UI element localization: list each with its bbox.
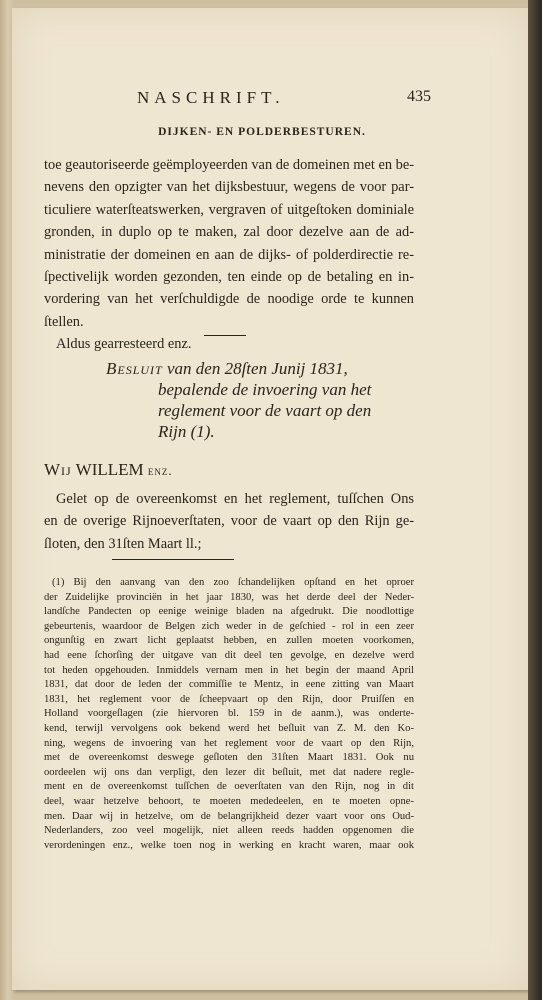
text-line: vordering van het verſchuldigde de noodige orde te kunnen bbox=[44, 291, 414, 308]
top-paragraph bbox=[44, 154, 414, 356]
footnote-line: men. Daar wij in hetzelve, om de belangrijkheid dezer vaart voor ons Oud- bbox=[44, 810, 414, 822]
text-line: ministratie der domeinen en aan de dijks- of polderdirectie re- bbox=[44, 246, 414, 263]
gelet-paragraph bbox=[44, 488, 414, 555]
book-page bbox=[12, 8, 528, 990]
footnote-line: 1831, het reglement voor de ſcheepvaart op den Rijn, door Pruiſſen en bbox=[44, 693, 414, 705]
page-number: 435 bbox=[407, 88, 431, 105]
besluit-lead: Besluit bbox=[106, 359, 163, 378]
wij-willem-line bbox=[44, 460, 173, 480]
text-line: en de overige Rijnoeverſtaten, voor de vaart op den Rijn ge- bbox=[44, 513, 414, 530]
besluit-line-1 bbox=[106, 358, 416, 379]
footnote-line: oordeelen wij ons dan verpligt, den lezer dit beſluit, met dat nadere regle- bbox=[44, 766, 414, 778]
besluit-line-3: reglement voor de vaart op den bbox=[158, 401, 372, 420]
footnote-rule bbox=[112, 559, 234, 560]
willem-word: WILLEM bbox=[71, 460, 148, 479]
section-subtitle: DIJKEN- EN POLDERBESTUREN. bbox=[158, 126, 366, 138]
footnote bbox=[44, 576, 414, 853]
text-line: nevens den opzigter van het dijksbestuur, wegens de voor par- bbox=[44, 179, 414, 196]
text-line: Gelet op de overeenkomst en het reglement, tuſſchen Ons bbox=[56, 491, 414, 507]
besluit-heading bbox=[106, 358, 416, 442]
footnote-line: had eene ſchorſing der uitgave van dit deel ten gevolge, en dezelve werd bbox=[44, 649, 414, 661]
wij-word: Wij bbox=[44, 460, 72, 479]
section-divider bbox=[204, 335, 246, 336]
footnote-line: met de overeenkomst deswege geſloten den 31ſten Maart 1831. Ook nu bbox=[44, 752, 414, 764]
text-line: ſpectivelijk worden gezonden, ten einde op de betaling en in- bbox=[44, 269, 414, 286]
footnote-line: verordeningen enz., welke toen nog in werking en kracht waren, maar ook bbox=[44, 839, 414, 851]
footnote-line: landſche Pandecten op eenige weinige bladen na afgedrukt. Die noodlottige bbox=[44, 606, 414, 618]
footnote-line: gebeurtenis, waardoor de Belgen zich weder in de geſchied - rol in een zeer bbox=[44, 620, 414, 632]
closing-line: Aldus gearresteerd enz. bbox=[56, 336, 192, 353]
footnote-line: (1) Bij den aanvang van den zoo ſchandelijken opſtand en het oproer bbox=[52, 577, 414, 588]
besluit-date: van den 28ſten Junij 1831, bbox=[162, 359, 348, 378]
footnote-line: kend, terwijl vervolgens ook bekend werd het beſluit van Z. M. den Ko- bbox=[44, 722, 414, 734]
text-line: ſloten, den 31ſten Maart ll.; bbox=[44, 535, 202, 552]
running-header: NASCHRIFT. bbox=[137, 88, 285, 107]
enz-word: enz. bbox=[147, 463, 173, 478]
footnote-line: Nederlanders, zoo veel mogelijk, niet alleen reeds hadden opgenomen die bbox=[44, 825, 414, 837]
scan-edge-shadow bbox=[528, 0, 542, 1000]
footnote-line: ment en de overeenkomst tuſſchen de oeverſtaten van den Rijn, nog in dit bbox=[44, 781, 414, 793]
footnote-line: 1831, dat door de leden der commiſſie te Mentz, in eene zitting van Maart bbox=[44, 679, 414, 691]
besluit-line-4: Rijn (1). bbox=[158, 422, 215, 441]
text-line: ſtellen. bbox=[44, 313, 84, 330]
footnote-line: tot heden opgehouden. Inmiddels vernam men in het begin der maand April bbox=[44, 664, 414, 676]
text-line: gronden, in duplo op te maken, zal door dezelve aan de ad- bbox=[44, 224, 414, 241]
besluit-line-2: bepalende de invoering van het bbox=[158, 380, 372, 399]
footnote-line: Holland voorgeſlagen (zie hiervoren bl. 159 in de aanm.), was onderte- bbox=[44, 708, 414, 720]
footnote-line: ongunſtig en zwart licht geplaatst hebben, en zullen moeten voorkomen, bbox=[44, 635, 414, 647]
footnote-line: der Zuidelijke provinciën in het jaar 1830, was het derde deel der Neder- bbox=[44, 591, 414, 603]
footnote-line: deel, waar hetzelve behoort, te moeten mededeelen, en te moeten opne- bbox=[44, 795, 414, 807]
text-line: toe geautoriseerde geëmployeerden van de domeinen met en be- bbox=[44, 157, 414, 173]
text-line: ticuliere waterſteatswerken, vergraven of uitgeſtoken dominiale bbox=[44, 201, 414, 218]
footnote-line: ning, wegens de invoering van het reglement voor de vaart op den Rijn, bbox=[44, 737, 414, 749]
